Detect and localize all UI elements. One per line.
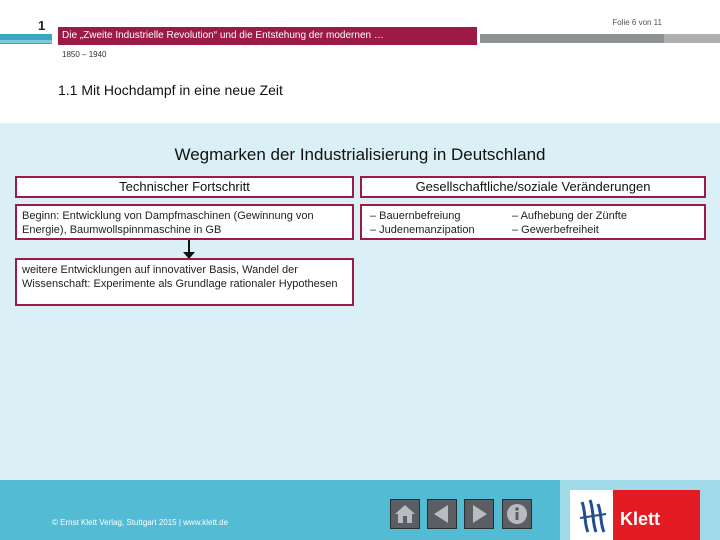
technical-box-developments [15, 258, 354, 306]
period-label: 1850 – 1940 [62, 50, 107, 59]
technical-box-developments-text: weitere Entwicklungen auf innovativer Basis, Wandel der Wissenschaft: Experimente als Grundlage rationaler Hypothesen [22, 264, 338, 290]
back-icon [428, 500, 456, 528]
klett-logo-text: Klett [620, 509, 660, 529]
info-button[interactable] [502, 499, 532, 529]
slide-counter: Folie 6 von 11 [612, 18, 662, 27]
social-item-zuenfte: – Aufhebung der Zünfte [512, 210, 627, 222]
social-item-judenemanzipation: – Judenemanzipation [370, 224, 475, 236]
progress-bar-fill [480, 34, 664, 43]
column-heading-social: Gesellschaftliche/soziale Veränderungen [360, 176, 706, 198]
column-heading-technical: Technischer Fortschritt [15, 176, 354, 198]
social-changes-box [360, 204, 706, 240]
technical-box-start-text: Beginn: Entwicklung von Dampfmaschinen (Gewinnung von Energie), Baumwollspinnmaschine in GB [22, 210, 314, 236]
forward-button[interactable] [464, 499, 494, 529]
chapter-number: 1 [38, 18, 46, 33]
main-heading: Wegmarken der Industrialisierung in Deutschland [174, 145, 546, 164]
home-icon [391, 500, 419, 528]
section-title: 1.1 Mit Hochdampf in eine neue Zeit [58, 82, 283, 98]
copyright-text: © Ernst Klett Verlag, Stuttgart 2015 | www.klett.de [52, 518, 229, 527]
chapter-title: Die „Zweite Industrielle Revolution“ und die Entstehung der modernen … [62, 30, 384, 41]
home-button[interactable] [390, 499, 420, 529]
social-list-right [512, 209, 627, 237]
social-list-left [370, 209, 475, 237]
info-icon [503, 500, 531, 528]
forward-icon [465, 500, 493, 528]
teal-accent-line [0, 40, 52, 43]
technical-box-start [15, 204, 354, 240]
back-button[interactable] [427, 499, 457, 529]
klett-emblem-icon [576, 496, 612, 536]
social-item-gewerbefreiheit: – Gewerbefreiheit [512, 224, 599, 236]
social-item-bauernbefreiung: – Bauernbefreiung [370, 210, 461, 222]
